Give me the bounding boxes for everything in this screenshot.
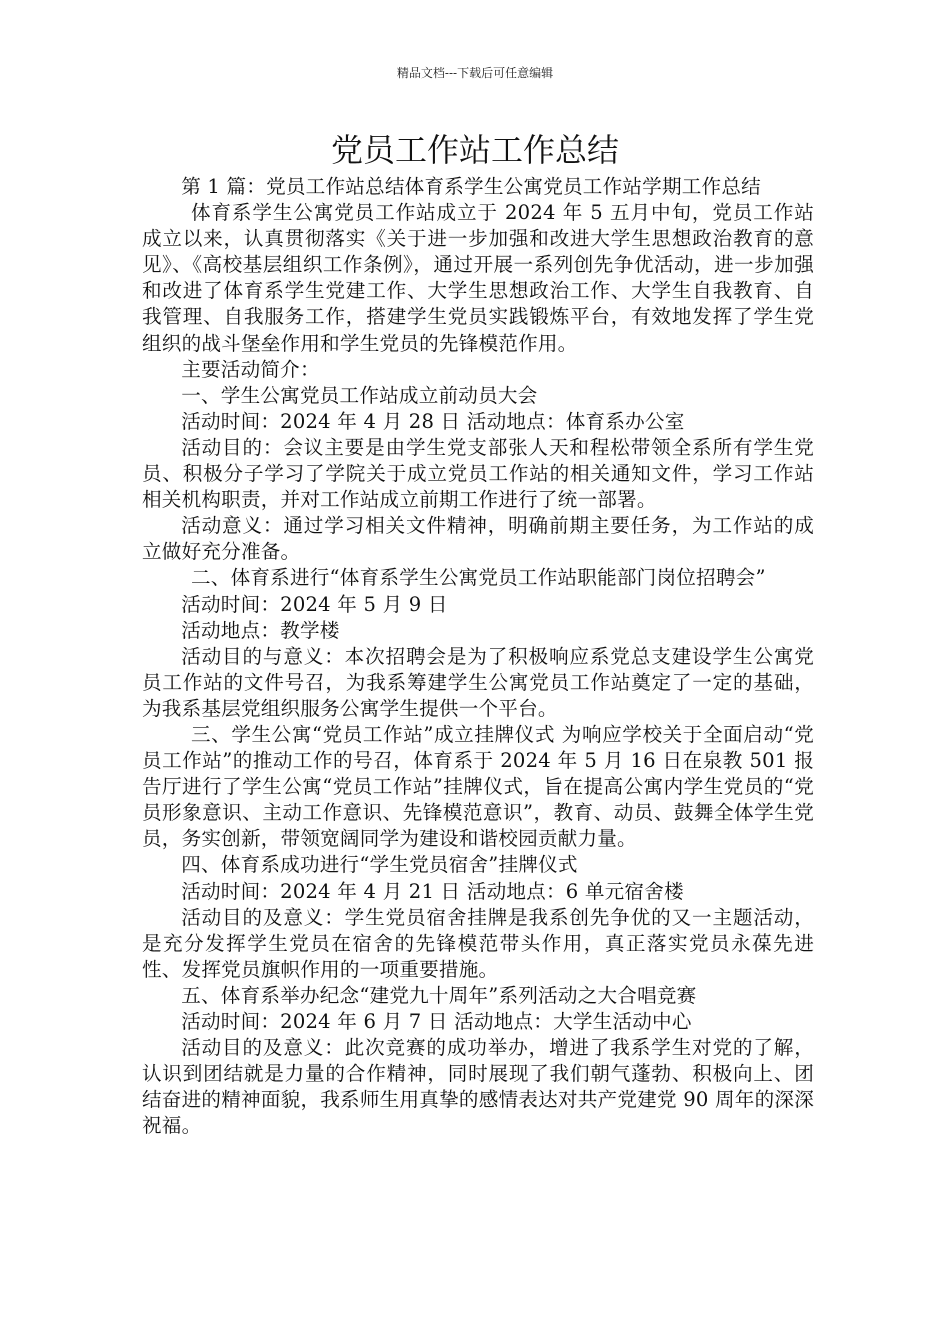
- section-heading: 三、学生公寓“党员工作站”成立挂牌仪式 为响应学校关于全面启动“党员工作站”的推动工作的号召，体育系于 2024 年 5 月 16 日在泉教 501 报告厅进行了学生公寓“党员工作站”挂牌仪式，旨在提高公寓内学生党员的“党员形象意识、主动工作意识、先锋模范意识”，教育、动员、鼓舞全体学生党员，务实创新，带领宽阔同学为建设和谐校园贡献力量。: [142, 722, 814, 851]
- activity-purpose: 活动目的及意义：此次竞赛的成功举办，增进了我系学生对党的了解，认识到团结就是力量的合作精神，同时展现了我们朝气蓬勃、积极向上、团结奋进的精神面貌，我系师生用真挚的感情表达对共产党建党 90 周年的深深祝福。: [142, 1036, 814, 1138]
- activity-purpose: 活动目的与意义：本次招聘会是为了积极响应系党总支建设学生公寓党员工作站的文件号召，为我系筹建学生公寓党员工作站奠定了一定的基础，为我系基层党组织服务公寓学生提供一个平台。: [142, 644, 814, 720]
- body-paragraph: 体育系学生公寓党员工作站成立于 2024 年 5 五月中旬，党员工作站成立以来，认真贯彻落实《关于进一步加强和改进大学生思想政治教育的意见》、《高校基层组织工作条例》，通过开展一系列创先争优活动，进一步加强和改进了体育系学生党建工作、大学生思想政治工作、大学生自我教育、自我管理、自我服务工作，搭建学生党员实践锻炼平台，有效地发挥了学生党组织的战斗堡垒作用和学生党员的先锋模范作用。: [142, 201, 814, 355]
- activity-location: 活动地点：教学楼: [181, 618, 340, 642]
- document-body: [142, 174, 814, 1139]
- activity-time: 活动时间：2024 年 6 月 7 日 活动地点：大学生活动中心: [181, 1010, 692, 1033]
- section-heading: 一、学生公寓党员工作站成立前动员大会: [181, 383, 538, 407]
- activity-time: 活动时间：2024 年 5 月 9 日: [181, 592, 448, 616]
- section-intro: 主要活动简介：: [181, 357, 320, 381]
- document-subtitle: 第 1 篇：党员工作站总结体育系学生公寓党员工作站学期工作总结: [181, 175, 761, 198]
- document-title: 党员工作站工作总结: [330, 131, 619, 169]
- section-heading: 四、体育系成功进行“学生党员宿舍”挂牌仪式: [181, 853, 578, 877]
- activity-purpose: 活动目的：会议主要是由学生党支部张人天和程松带领全系所有学生党员、积极分子学习了学院关于成立党员工作站的相关通知文件，学习工作站相关机构职责，并对工作站成立前期工作进行了统一部署。: [142, 435, 814, 512]
- activity-time: 活动时间：2024 年 4 月 28 日 活动地点：体育系办公室: [181, 409, 685, 433]
- activity-purpose: 活动目的及意义：学生党员宿舍挂牌是我系创先争优的又一主题活动，是充分发挥学生党员在宿舍的先锋模范带头作用，真正落实党员永葆先进性、发挥党员旗帜作用的一项重要措施。: [142, 905, 814, 981]
- section-heading: 五、体育系举办纪念“建党九十周年”系列活动之大合唱竞赛: [181, 983, 697, 1007]
- section-heading: 二、体育系进行“体育系学生公寓党员工作站职能部门岗位招聘会”: [191, 566, 766, 590]
- page-header: 精品文档---下载后可任意编辑: [396, 66, 554, 80]
- activity-meaning: 活动意义：通过学习相关文件精神，明确前期主要任务，为工作站的成立做好充分准备。: [142, 514, 814, 564]
- activity-time: 活动时间：2024 年 4 月 21 日 活动地点：6 单元宿舍楼: [181, 879, 684, 903]
